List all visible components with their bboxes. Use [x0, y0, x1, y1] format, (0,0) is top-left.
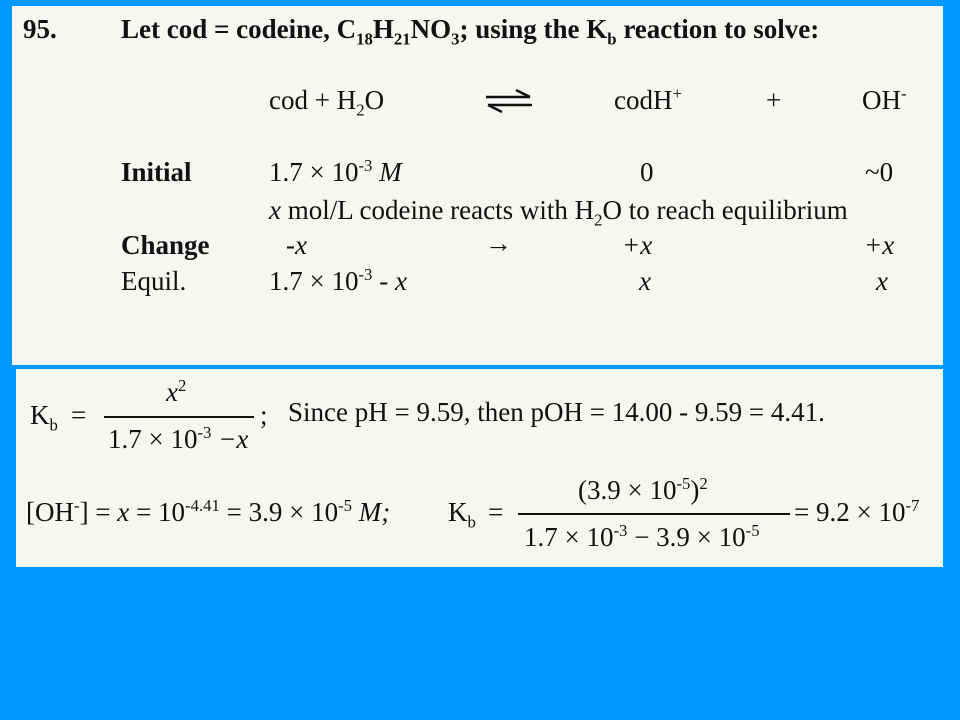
initial-oh: ~0	[865, 157, 894, 187]
equil-codh: x	[639, 266, 651, 296]
problem-number: 95.	[23, 14, 57, 44]
kb-equals: =	[71, 400, 87, 430]
kb-fraction-bar-2	[518, 513, 790, 515]
oh-calculation: $[OH^-] = x = 10^{-4.41} = 3.9 \times 10^{-5}$ M;	[26, 496, 391, 527]
change-codh: +x	[622, 230, 653, 260]
change-oh: +x	[864, 230, 895, 260]
reaction-note: x mol/L codeine reacts with $H_2O$ to reach equilibrium	[269, 195, 848, 230]
ph-poh-statement: Since pH = 9.59, then pOH = 14.00 - 9.59 = 4.41.	[288, 397, 825, 427]
equil-oh: x	[876, 266, 888, 296]
ice-label-equil: Equil.	[121, 266, 187, 296]
kb-symbol: $K_b$	[30, 400, 58, 435]
kb-numerator: $x^2$	[166, 376, 187, 407]
initial-codh: 0	[640, 157, 654, 187]
kb-denominator: $1.7 \times 10^{-3} -x$	[108, 423, 249, 454]
reactants: cod + $H_2O$	[269, 85, 385, 120]
kb-symbol-2: $K_b$	[448, 497, 476, 532]
problem-statement: Let cod = codeine, $C_{18}H_{21}NO_3$; using the $K_b$ reaction to solve:	[121, 14, 820, 49]
kb-result: = $9.2 \times 10^{-7}$	[794, 496, 920, 527]
kb-semicolon: ;	[260, 400, 268, 430]
product-plus: +	[766, 85, 782, 115]
kb-equals-2: =	[488, 497, 504, 527]
problem-panel	[12, 6, 943, 365]
ice-label-initial: Initial	[121, 157, 192, 187]
product-codh: codH+	[614, 84, 682, 115]
kb-denominator-2: $1.7 \times 10^{-3} - 3.9 \times 10^{-5}$	[524, 521, 760, 552]
equil-cod: $1.7 \times 10^{-3} - x$	[269, 265, 407, 296]
equilibrium-arrow-icon	[483, 88, 535, 114]
ice-label-change: Change	[121, 230, 210, 260]
kb-numerator-2: $(3.9 \times 10^{-5})^2$	[578, 474, 708, 505]
product-oh: OH-	[862, 84, 907, 115]
solution-panel	[16, 369, 943, 567]
initial-cod: $1.7 \times 10^{-3}$ M	[269, 156, 402, 187]
change-cod: -x	[286, 230, 307, 260]
change-arrow-icon: →	[485, 228, 512, 258]
kb-fraction-bar	[104, 416, 254, 418]
